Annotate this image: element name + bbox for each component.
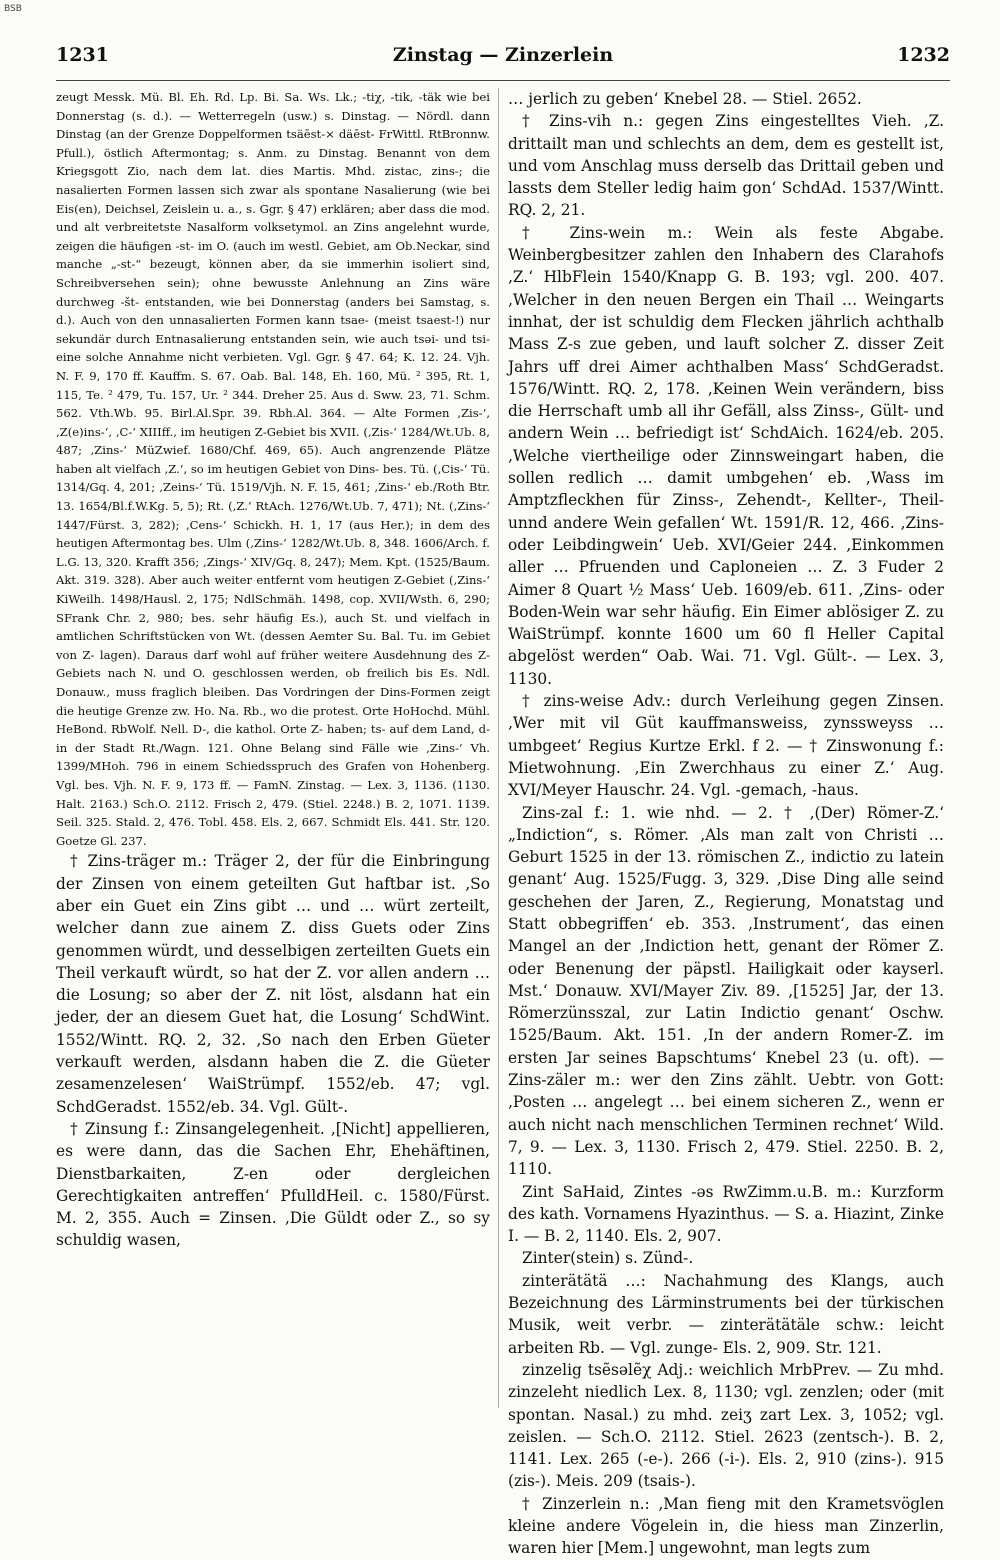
entry-zins-vih: † Zins-vih n.: gegen Zins eingestelltes Vieh. ‚Z. drittailt man und schlechts an dem, dem es gestellt ist, und vom Anschlag muss derselb das Drittail geben und lassts dem Steller ledig haim gon‘ SchdAd. 1537/Wintt. RQ. 2, 21.: [508, 112, 944, 220]
entry-zinstag-notes: zeugt Messk. Mü. Bl. Eh. Rd. Lp. Bi. Sa. Ws. Lk.; -tiχ, -tik, -täk wie bei Donnerstag (s. d.). — Wetterregeln (usw.) s. Dinstag. — Nördl. dann Dinstag (an der Grenze Doppelformen tsäēst-× däēst- FrWittl. RtBronnw. Pfull.), östlich Aftermontag; s. Anm. zu Dinstag. Benannt von dem Kriegsgott Zio, nach dem lat. dies Martis. Mhd. zistac, zins-; die nasalierten Formen lassen sich zwar als spontane Nasalierung (wie bei Eis(en), Deichsel, Zeislein u. a., s. Ggr. § 47) erklären; aber dass die mod. und alt verbreitetste Nasalform volksetymol. an Zins angelehnt wurde, zeigen die häufigen -st- im O. (auch im westl. Gebiet, am Ob.Neckar, sind manche „-st-“ bezeugt, können aber, da sie immerhin isoliert sind, Schreibversehen sein); ohne bewusste Anlehnung an Zins wäre durchweg -št- entstanden, wie bei Donnerstag (anders bei Samstag, s. d.). Auch von den unnasalierten Formen kann tsae- (meist tsaest-!) nur sekundär durch Entnasalierung entstanden sein, wie auch tsəi- und tsi- eine solche Annahme nicht verbieten. Vgl. Ggr. § 47. 64; K. 12. 24. Vjh. N. F. 9, 170 ff. Kauffm. S. 67. Oab. Bal. 148, Eh. 160, Mü. ² 395, Rt. 1, 115, Te. ² 479, Tu. 157, Ur. ² 344. Dreher 25. Aus d. Sww. 23, 71. Schm. 562. Vth.Wb. 95. Birl.Al.Spr. 39. Rbh.Al. 364. — Alte Formen ‚Zis-‘, ‚Z(e)ins-‘, ‚C-‘ XIIIff., im heutigen Z-Gebiet bis XVII. (‚Zis-‘ 1284/Wt.Ub. 8, 487; ‚Zins-‘ MüZwief. 1680/Chf. 469, 65). Auch angrenzende Plätze haben alt vielfach ‚Z.‘, so im heutigen Gebiet von Dins- bes. Tü. (‚Cis-‘ Tü. 1314/Gq. 4, 201; ‚Zeins-‘ Tü. 1519/Vjh. N. F. 15, 461; ‚Zins-‘ eb./Roth Btr. 13. 1654/Bl.f.W.Kg. 5, 5); Rt. (‚Z.‘ RtAch. 1276/Wt.Ub. 7, 471); Nt. (‚Zins-‘ 1447/Fürst. 3, 282); ‚Cens-‘ Schickh. H. 1, 17 (aus Her.); in dem des heutigen Aftermontag bes. Ulm (‚Zins-‘ 1282/Wt.Ub. 8, 348. 1606/Arch. f. L.G. 13, 320. Krafft 356; ‚Zings-‘ XIV/Gq. 8, 247); Mem. Kpt. (1525/Baum. Akt. 319. 328). Aber auch weiter entfernt vom heutigen Z-Gebiet (‚Zins-‘ KiWeilh. 1498/Hausl. 2, 175; NdlSchmäh. 1498, cop. XVII/Wsth. 6, 290; SFrank Chr. 2, 980; bes. sehr häufig Es.), auch St. und vielfach in amtlichen Schriftstücken von Wt. (dessen Aemter Su. Bal. Tu. im Gebiet von Z- lagen). Daraus darf wohl auf früher weitere Ausdehnung des Z-Gebiets nach N. und O. geschlossen werden, ob freilich bis Es. Ndl. Donauw., muss fraglich bleiben. Das Vordringen der Dins-Formen zeigt die heutige Grenze zw. Ho. Na. Rb., wo die protest. Orte HoHochd. Mühl. HeBond. RbWolf. Nell. D-, die kathol. Orte Z- haben; ts- auf dem Land, d- in der Stadt Rt./Wagn. 121. Ohne Belang sind Fälle wie ‚Zins-‘ Vh. 1399/MHoh. 796 in einem Schiedsspruch des Grafen von Hohenberg. Vgl. bes. Vjh. N. F. 9, 173 ff. — FamN. Zinstag. — Lex. 3, 1136. (1130. Halt. 2163.) Sch.O. 2112. Frisch 2, 479. (Stiel. 2248.) B. 2, 1071. 1139. Seil. 325. Stald. 2, 476. Tobl. 458. Els. 2, 667. Schmidt Els. 441. Str. 120. Goetze Gl. 237.: [56, 90, 490, 848]
entry-zinteraetaetae: zinterätätä …: Nachahmung des Klangs, auch Bezeichnung des Lärminstruments bei der türkischen Musik, weit verbr. — zinterätätäle schw.: leicht arbeiten Rb. — Vgl. zunge- Els. 2, 909. Str. 121.: [508, 1271, 944, 1357]
page-number-right: 1232: [897, 44, 950, 66]
entry-zinzerlein: † Zinzerlein n.: ‚Man fieng mit den Krametsvöglen kleine andere Vögelein in, die hiess man Zinzerlin, waren hier [Mem.] ungewohnt, man legts zum: [508, 1494, 944, 1558]
entry-zins-wein: † Zins-wein m.: Wein als feste Abgabe. Weinbergbesitzer zahlen den Inhabern des Clarahofs ‚Z.‘ HlbFlein 1540/Knapp G. B. 193; vgl. 200. 407. ‚Welcher in den neuen Bergen ein Thail … Weingarts innhat, der ist schuldig dem Flecken jährlich achthalb Mass Z-s zue geben, und lauft solcher Z. disser Zeit Jahrs uff drei Aimer achthalben Mass‘ SchdGeradst. 1576/Wintt. RQ. 2, 178. ‚Keinen Wein verändern, biss die Herrschaft umb all ihr Gefäll, alss Zinss-, Gült- und andern Wein … befriedigt ist‘ SchdAich. 1624/eb. 205. ‚Welche viertheilige oder Zinnsweingart haben, die sollen redlich … damit umbgehen‘ eb. ‚Wass im Amptzfleckhen für Zinss-, Zehendt-, Kellter-, Theil- unnd andere Wein gefallen‘ Wt. 1591/R. 12, 466. ‚Zins- oder Leibdingwein‘ Ueb. XVI/Geier 244. ‚Einkommen aller … Pfruenden und Caploneien … Z. 3 Fuder 2 Aimer 8 Quart ½ Mass‘ Ueb. 1609/eb. 611. ‚Zins- oder Boden-Wein war sehr häufig. Ein Eimer ablösiger Z. zu WaiStrümpf. konnte 1600 um 60 fl Heller Capital abgelöst werden“ Oab. Wai. 71. Vgl. Gült-. — Lex. 3, 1130.: [508, 223, 944, 688]
right-column: [508, 88, 944, 1558]
entry-zinzelig: zinzelig tsẽsəlẽχ Adj.: weichlich MrbPrev. — Zu mhd. zinzeleht niedlich Lex. 8, 1130; vgl. zenzlen; oder (mit spontan. Nasal.) zu mhd. zeiʒ zart Lex. 3, 1052; vgl. zeislen. — Sch.O. 2112. Stiel. 2623 (zentsch-). B. 2, 1141. Lex. 265 (-e-). 266 (-i-). Els. 2, 910 (zins-). 915 (zis-). Meis. 209 (tsais-).: [508, 1360, 944, 1491]
column-divider: [498, 88, 499, 1408]
running-title: Zinstag — Zinzerlein: [392, 44, 614, 66]
entry-zins-traeger: † Zins-träger m.: Träger 2, der für die Einbringung der Zinsen von einem geteilten Gut haftbar ist. ‚So aber ein Guet ein Zins gibt … und … würt zerteilt, welcher dann zue ainem Z. diss Guets oder Zins genommen würdt, und desselbigen zerteilten Guets ein Theil verkauft würdt, so hat der Z. vor allen andern … die Losung; so aber der Z. nit löst, alsdann hat ein jeder, der an diesem Guet hat, die Losung‘ SchdWint. 1552/Wintt. RQ. 2, 32. ‚So nach den Erben Güeter verkauft werden, alsdann haben die Z. die Güeter zesamenzelesen‘ WaiStrümpf. 1552/eb. 47; vgl. SchdGeradst. 1552/eb. 34. Vgl. Gült-.: [56, 852, 490, 1116]
library-watermark: BSB: [4, 4, 22, 14]
entry-zins-zal: Zins-zal f.: 1. wie nhd. — 2. † ‚(Der) Römer-Z.‘ „Indiction“, s. Römer. ‚Als man zalt von Christi … Geburt 1525 in der 13. römischen Z., indictio zu latein genant‘ Aug. 1525/Fugg. 3, 329. ‚Dise Ding alle seind geschehen der Jaren, Z., Regierung, Monatstag und Statt obbegriffen‘ eb. 353. ‚Instrument‘, das einen Mangel an der ‚Indiction hett, genant der Römer Z. oder Benenung der päpstl. Hailigkait oder kayserl. Mst.‘ Donauw. XVI/Mayer Ziv. 89. ‚[1525] Jar, der 13. Römerzünsszal, zur Latin Indictio genant‘ Oschw. 1525/Baum. Akt. 151. ‚In der andern Romer-Z. im ersten Jar seines Bapschtums‘ Knebel 23 (u. oft). — Zins-zäler m.: wer den Zins zählt. Uebtr. von Gott: ‚Posten … angelegt … bei einem sicheren Z., wenn er auch nicht nach menschlichen Terminen rechnet‘ Wild. 7, 9. — Lex. 3, 1130. Frisch 2, 479. Stiel. 2250. B. 2, 1110.: [508, 803, 944, 1179]
entry-zint: Zint SaHaid, Zintes -əs RwZimm.u.B. m.: Kurzform des kath. Vornamens Hyazinthus. — S. a. Hiazint, Zinke I. — B. 2, 1140. Els. 2, 907.: [508, 1182, 944, 1246]
entry-zinter: Zinter(stein) s. Zünd-.: [522, 1249, 694, 1268]
page-number-left: 1231: [56, 44, 109, 66]
entry-zinsung: † Zinsung f.: Zinsangelegenheit. ‚[Nicht] appellieren, es were dann, das die Sachen Ehr, Ehehäftinen, Dienstbarkaiten, Z-en oder dergleichen Gerechtigkaiten antreffen‘ PfulldHeil. c. 1580/Fürst. M. 2, 355. Auch = Zinsen. ‚Die Güldt oder Z., so sy schuldig wasen,: [56, 1119, 490, 1250]
entry-zins-weise: † zins-weise Adv.: durch Verleihung gegen Zinsen. ‚Wer mit vil Güt kauffmansweiss, zynssweyss … umbgeet‘ Regius Kurtze Erkl. f 2. — † Zinswonung f.: Mietwohnung. ‚Ein Zwerchhaus zu einer Z.‘ Aug. XVI/Meyer Hauschr. 24. Vgl. -gemach, -haus.: [508, 692, 944, 800]
page-header: [56, 44, 950, 74]
left-column: [56, 88, 490, 1413]
continuation-text: … jerlich zu geben‘ Knebel 28. — Stiel. 2652.: [508, 90, 862, 108]
header-rule: [56, 80, 950, 81]
